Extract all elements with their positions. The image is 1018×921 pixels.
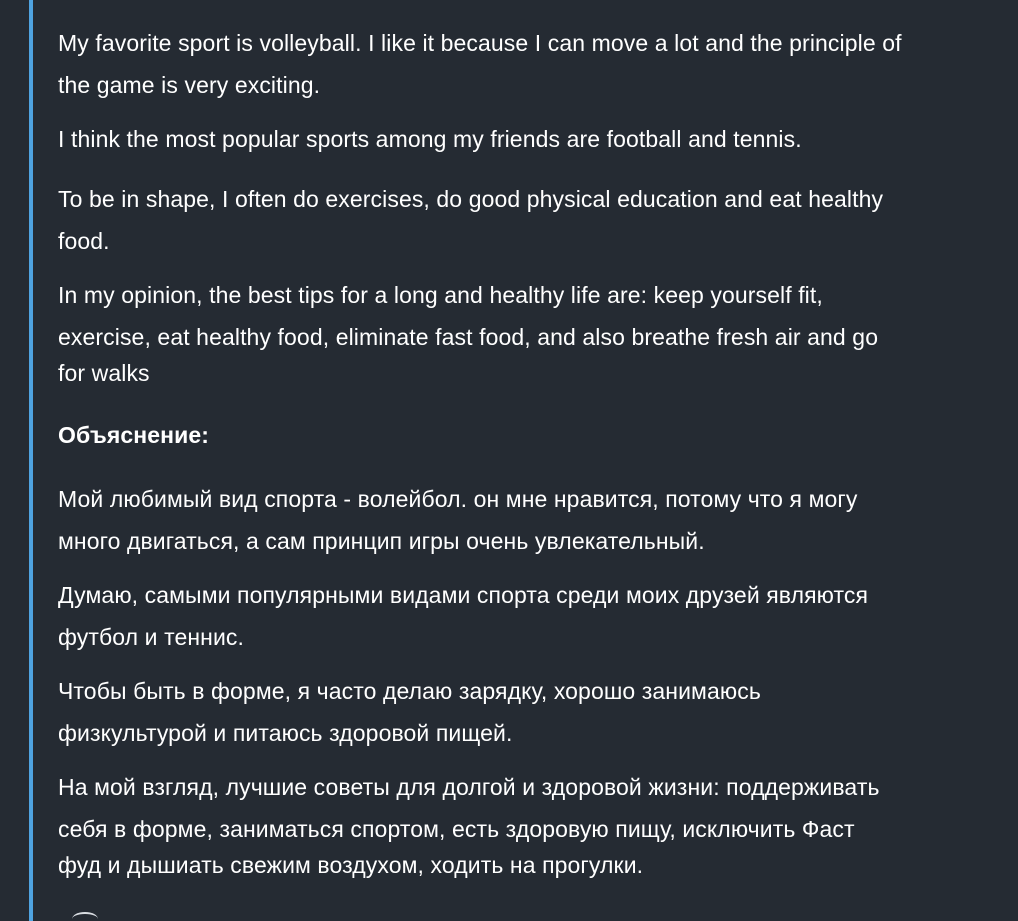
text-line: футбол и теннис. (58, 624, 245, 650)
text-line: food. (58, 228, 110, 254)
text-line: физкультурой и питаюсь здоровой пищей. (58, 720, 513, 746)
answer-paragraph-ru-2 (58, 577, 868, 656)
answer-paragraph-ru-1 (58, 481, 858, 560)
answer-paragraph-en-3 (58, 181, 883, 260)
text-line: много двигаться, а сам принцип игры очень увлекательный. (58, 528, 705, 554)
text-line: Чтобы быть в форме, я часто делаю зарядку, хорошо занимаюсь (58, 678, 761, 704)
left-gutter (0, 0, 29, 921)
text-line: In my opinion, the best tips for a long and healthy life are: keep yourself fit, (58, 282, 823, 308)
text-line: the game is very exciting. (58, 72, 321, 98)
text-line: На мой взгляд, лучшие советы для долгой и здоровой жизни: поддерживать (58, 774, 880, 800)
text-line: for walks (58, 360, 150, 386)
text-line: Думаю, самыми популярными видами спорта среди моих друзей являются (58, 582, 869, 608)
answer-quote-bar (29, 0, 33, 921)
answer-paragraph-ru-4 (58, 769, 880, 884)
answer-body (58, 0, 1018, 921)
answer-paragraph-en-2 (58, 121, 802, 158)
answer-paragraph-ru-3 (58, 673, 761, 752)
text-line: себя в форме, заниматься спортом, есть здоровую пищу, исключить Фаст (58, 816, 855, 842)
explanation-heading-text: Объяснение: (58, 422, 210, 448)
explanation-heading (58, 417, 209, 454)
text-line: To be in shape, I often do exercises, do good physical education and eat healthy (58, 186, 884, 212)
partial-icon (72, 912, 98, 921)
answer-paragraph-en-4 (58, 277, 878, 392)
text-line: My favorite sport is volleyball. I like it because I can move a lot and the principle of (58, 30, 902, 56)
answer-paragraph-en-1 (58, 25, 902, 104)
text-line: exercise, eat healthy food, eliminate fast food, and also breathe fresh air and go (58, 324, 879, 350)
text-line: I think the most popular sports among my friends are football and tennis. (58, 126, 802, 152)
text-line: Мой любимый вид спорта - волейбол. он мне нравится, потому что я могу (58, 486, 858, 512)
text-line: фуд и дышиать свежим воздухом, ходить на прогулки. (58, 852, 644, 878)
